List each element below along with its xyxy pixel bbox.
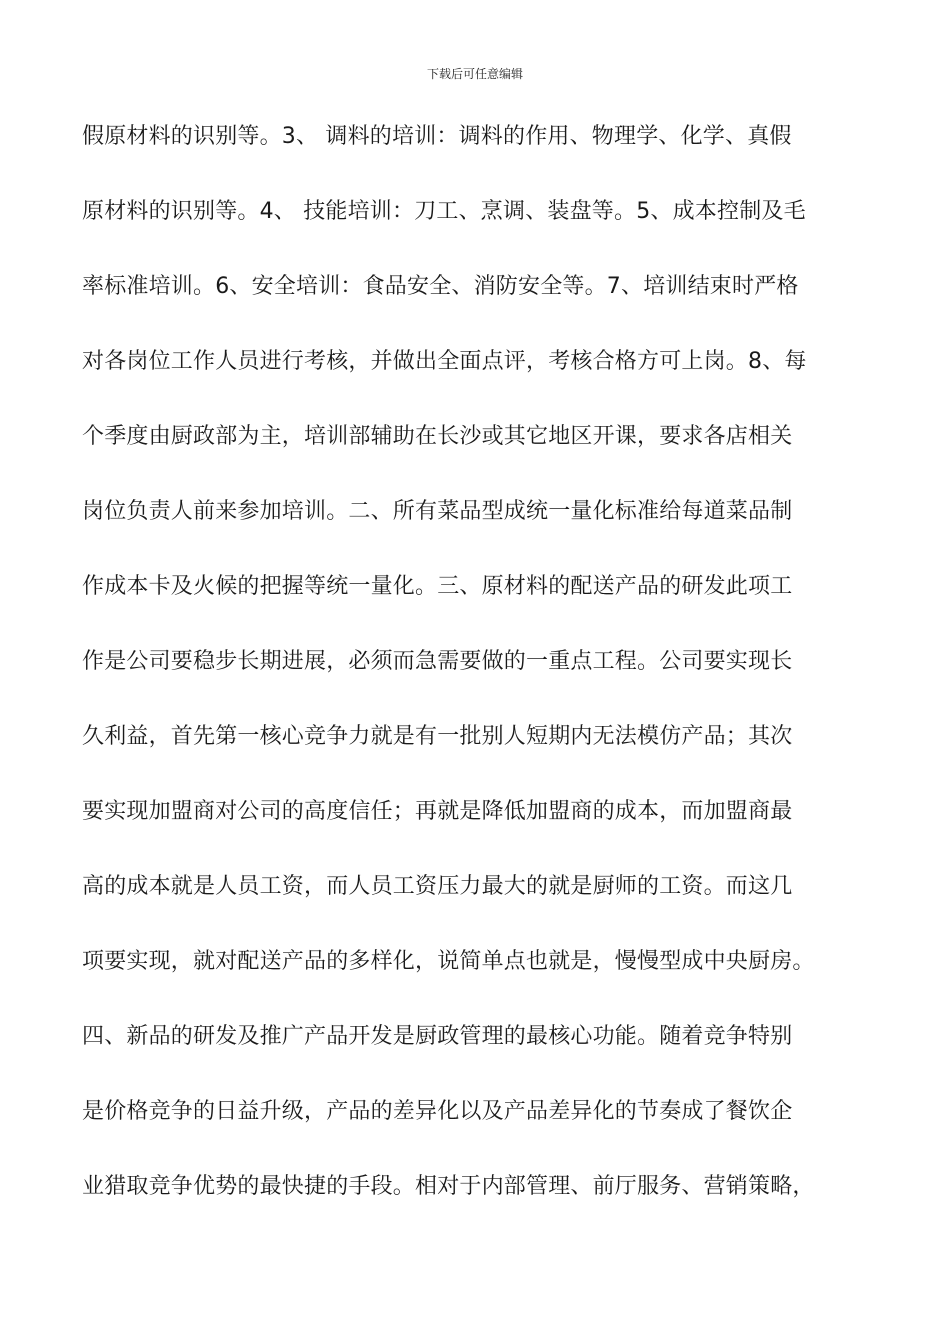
text-line: 业猎取竞争优势的最快捷的手段。相对于内部管理、前厅服务、营销策略， [82, 1174, 815, 1199]
text-line: 率标准培训。6、安全培训：食品安全、消防安全等。7、培训结束时严格 [82, 274, 799, 299]
text-line: 岗位负责人前来参加培训。二、所有菜品型成统一量化标准给每道菜品制 [82, 499, 793, 524]
text-line: 高的成本就是人员工资，而人员工资压力最大的就是厨师的工资。而这几 [82, 874, 793, 899]
body-text [82, 118, 882, 1243]
text-line: 要实现加盟商对公司的高度信任；再就是降低加盟商的成本，而加盟商最 [82, 799, 793, 824]
header-note: 下载后可任意编辑 [426, 67, 523, 81]
text-line: 假原材料的识别等。3、 调料的培训：调料的作用、物理学、化学、真假 [82, 124, 792, 149]
text-line: 久利益，首先第一核心竞争力就是有一批别人短期内无法模仿产品；其次 [82, 724, 793, 749]
text-line: 作是公司要稳步长期进展，必须而急需要做的一重点工程。公司要实现长 [82, 649, 793, 674]
text-line: 个季度由厨政部为主，培训部辅助在长沙或其它地区开课，要求各店相关 [82, 424, 793, 449]
text-line: 对各岗位工作人员进行考核，并做出全面点评，考核合格方可上岗。8、每 [82, 349, 807, 374]
text-line: 是价格竞争的日益升级，产品的差异化以及产品差异化的节奏成了餐饮企 [82, 1099, 793, 1124]
text-line: 项要实现，就对配送产品的多样化，说简单点也就是，慢慢型成中央厨房。 [82, 949, 815, 974]
text-line: 四、新品的研发及推广产品开发是厨政管理的最核心功能。随着竞争特别 [82, 1024, 793, 1049]
text-line: 作成本卡及火候的把握等统一量化。三、原材料的配送产品的研发此项工 [82, 574, 793, 599]
text-line: 原材料的识别等。4、 技能培训：刀工、烹调、装盘等。5、成本控制及毛 [82, 199, 806, 224]
